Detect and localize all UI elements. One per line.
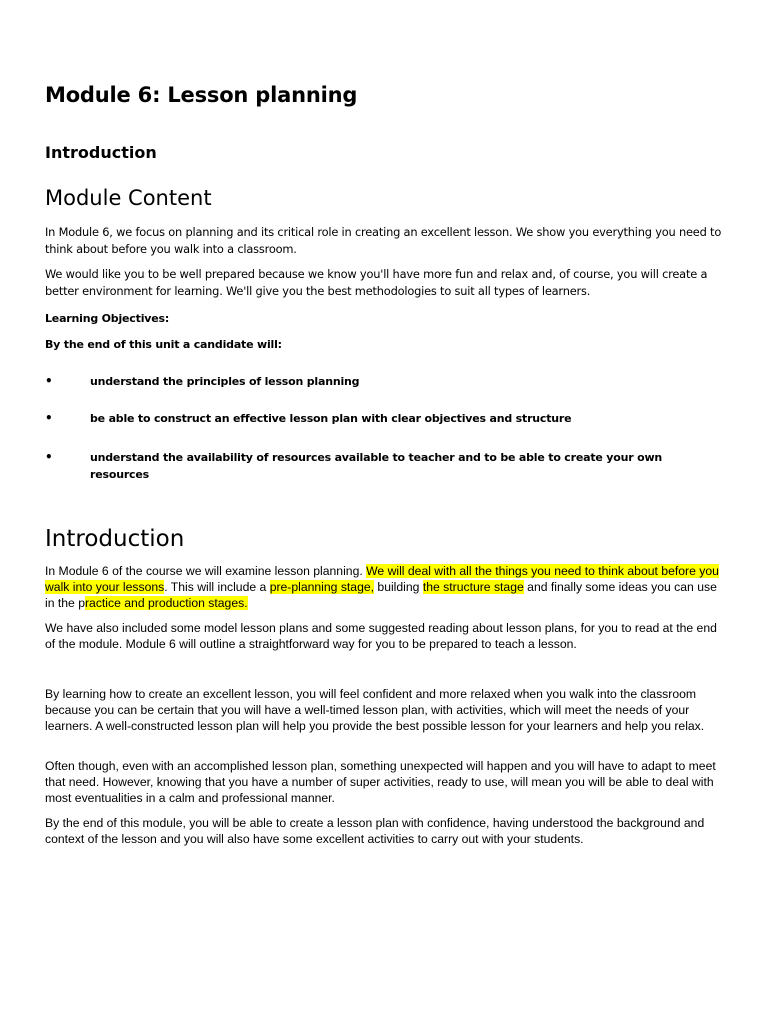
module-title: Module 6: Lesson planning [45,83,358,107]
highlighted-text: pre-planning stage, [269,580,375,594]
intro-text-segment: In Module 6 of the course we will examine lesson planning. [45,564,367,578]
highlighted-text: We will deal with all the things you need to think about before you walk into your lessons [45,564,719,594]
intro-text-segment: building [374,580,423,594]
introduction-paragraph-5: By the end of this module, you will be able to create a lesson plan with confidence, having understood the background and context of the lesson and you will also have some excellent activities to carry out with your students. [45,816,705,846]
introduction-heading: Introduction [45,526,185,552]
intro-text-segment: . This will include a [164,580,270,594]
objective-list-item [45,449,724,483]
objective-list-item [45,410,724,427]
objective-text: understand the availability of resources available to teacher and to be able to create your own resources [90,451,663,481]
module-content-heading: Module Content [45,186,212,210]
objective-text: understand the principles of lesson planning [90,375,360,388]
learning-objectives-intro: By the end of this unit a candidate will: [45,338,282,351]
highlighted-text: the structure stage [422,580,524,594]
introduction-subheading: Introduction [45,143,157,162]
module-content-paragraph-2: We would like you to be well prepared because we know you'll have more fun and relax and, of course, you will create a better environment for learning. We'll give you the best methodologies to suit all types of learners. [45,267,708,298]
bullet-icon: • [45,374,53,388]
objective-text: be able to construct an effective lesson plan with clear objectives and structure [90,412,572,425]
learning-objectives-label: Learning Objectives: [45,312,170,325]
intro-text-segment: and finally some ideas you can use in the p [45,580,717,610]
bullet-icon: • [45,411,53,425]
objective-list-item [45,373,724,390]
introduction-paragraph-3: By learning how to create an excellent lesson, you will feel confident and more relaxed when you walk into the classroom because you can be certain that you will have a well-timed lesson plan, with activities, which will meet the needs of your learners. A well-constructed lesson plan will help you provide the best possible lesson for your learners and help you relax. [45,687,705,733]
highlighted-text: ractice and production stages. [84,596,248,610]
introduction-paragraph-4: Often though, even with an accomplished lesson plan, something unexpected will happen and you will have to adapt to meet that need. However, knowing that you have a number of super activities, ready to use, will mean you will be able to deal with most eventualities in a calm and professional manner. [45,759,716,805]
introduction-paragraph-1 [45,563,724,611]
module-content-paragraph-1: In Module 6, we focus on planning and its critical role in creating an excellent lesson. We show you everything you need to think about before you walk into a classroom. [45,225,722,256]
bullet-icon: • [45,450,53,464]
introduction-paragraph-2: We have also included some model lesson plans and some suggested reading about lesson plans, for you to read at the end of the module. Module 6 will outline a straightforward way for you to be prepared to teach a lesson. [45,621,717,651]
